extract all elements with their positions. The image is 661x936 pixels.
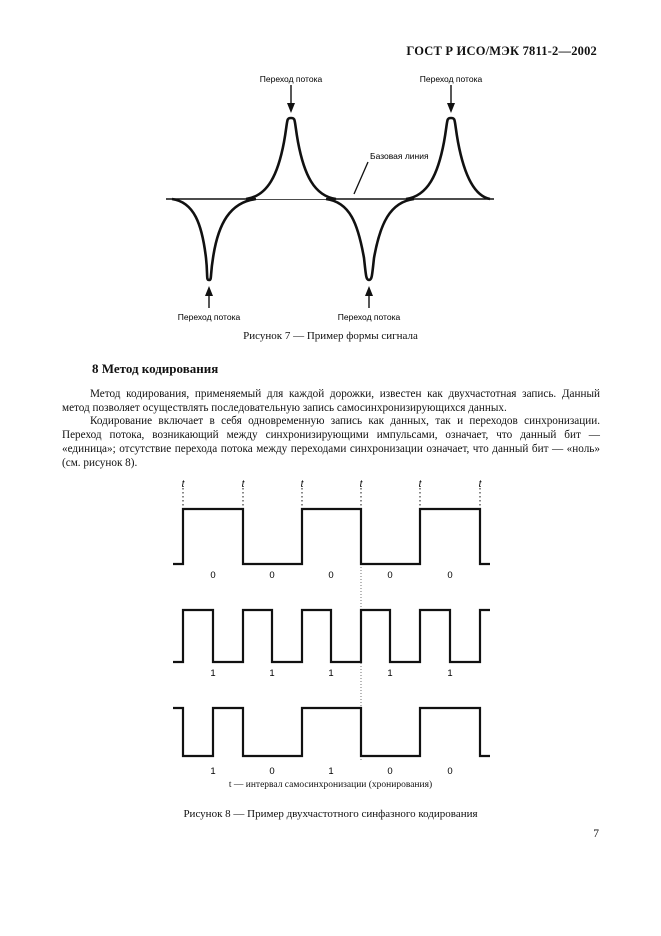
bit-r2-2: 1 bbox=[269, 668, 275, 679]
figure-7-caption: Рисунок 7 — Пример формы сигнала bbox=[243, 330, 418, 342]
waveform-row-1 bbox=[173, 509, 490, 564]
clock-mark-2: t bbox=[241, 479, 245, 490]
figure-7-waveform bbox=[160, 70, 500, 325]
bit-r2-1: 1 bbox=[210, 668, 216, 679]
figure-8-caption: Рисунок 8 — Пример двухчастотного синфазного кодирования bbox=[183, 808, 478, 820]
arrow-up-icon bbox=[205, 286, 213, 296]
standard-header: ГОСТ Р ИСО/МЭК 7811-2—2002 bbox=[406, 44, 597, 58]
label-flux-top-right: Переход потока bbox=[419, 74, 483, 84]
bit-r1-5: 0 bbox=[447, 570, 453, 581]
section-heading: 8 Метод кодирования bbox=[92, 361, 219, 376]
label-flux-bottom-right: Переход потока bbox=[337, 312, 401, 322]
clock-mark-1: t bbox=[181, 479, 185, 490]
arrow-down-icon bbox=[287, 103, 295, 113]
negative-pulse-left bbox=[172, 199, 256, 280]
bit-r2-5: 1 bbox=[447, 668, 453, 679]
clock-mark-6: t bbox=[478, 479, 482, 490]
bit-r3-1: 1 bbox=[210, 766, 216, 777]
paragraph-1: Метод кодирования, применяемый для каждой дорожки, известен как двухчастотная запись. Данный метод позволяет осуществлять последовательную запись самосинхронизирующихся данных. bbox=[62, 388, 600, 414]
clock-mark-4: t bbox=[359, 479, 363, 490]
page-number: 7 bbox=[593, 828, 599, 840]
bit-r2-4: 1 bbox=[387, 668, 393, 679]
figure-8-note: t — интервал самосинхронизации (хронирования) bbox=[228, 780, 433, 790]
clock-mark-3: t bbox=[300, 479, 304, 490]
bit-r3-2: 0 bbox=[269, 766, 275, 777]
label-flux-top-left: Переход потока bbox=[259, 74, 323, 84]
figure-8-encoding bbox=[168, 478, 498, 778]
label-flux-bottom-left: Переход потока bbox=[177, 312, 241, 322]
bit-r1-3: 0 bbox=[328, 570, 334, 581]
bit-r3-4: 0 bbox=[387, 766, 393, 777]
paragraph-2: Кодирование включает в себя одновременную запись как данных, так и переходов синхронизации. Переход потока, возникающий между синхронизирующими импульсами, означает, что данный бит — «единица»; отсутствие перехода потока между переходами синхронизации означает, что данный бит — «ноль» (см. рисунок 8). bbox=[62, 415, 600, 469]
bit-r3-3: 1 bbox=[328, 766, 334, 777]
bit-r1-4: 0 bbox=[387, 570, 393, 581]
arrow-down-icon bbox=[447, 103, 455, 113]
bit-r1-2: 0 bbox=[269, 570, 275, 581]
waveform-row-2 bbox=[173, 610, 490, 662]
waveform-row-3 bbox=[173, 708, 490, 756]
negative-pulse-right bbox=[326, 199, 414, 280]
bit-r2-3: 1 bbox=[328, 668, 334, 679]
clock-mark-5: t bbox=[418, 479, 422, 490]
arrow-up-icon bbox=[365, 286, 373, 296]
bit-r3-5: 0 bbox=[447, 766, 453, 777]
baseline-leader bbox=[354, 162, 368, 194]
label-baseline: Базовая линия bbox=[370, 151, 429, 161]
bit-r1-1: 0 bbox=[210, 570, 216, 581]
